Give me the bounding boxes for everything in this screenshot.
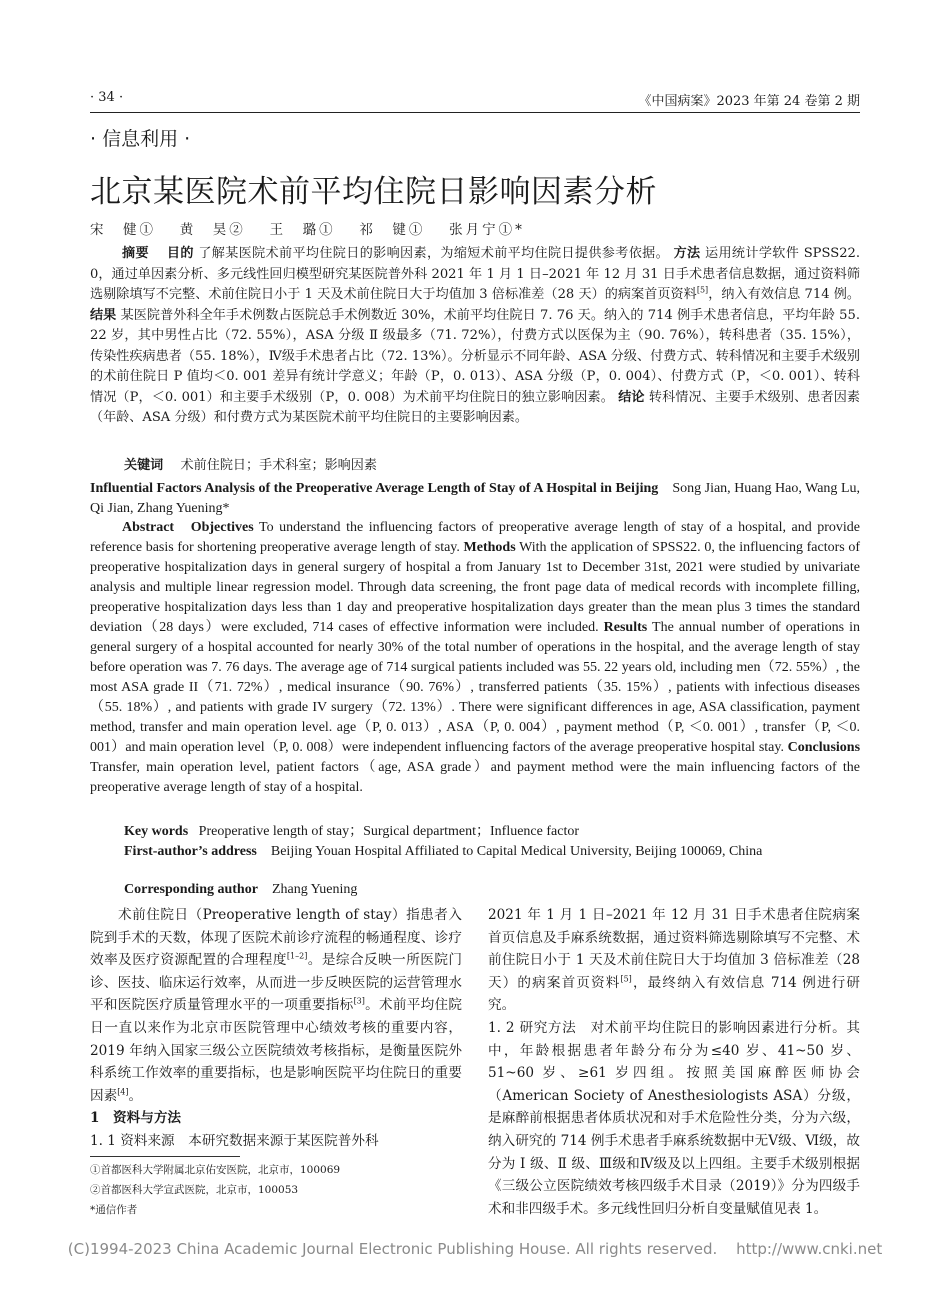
chinese-abstract <box>90 244 860 429</box>
citation: [4] <box>117 1087 129 1097</box>
article-title: 北京某医院术前平均住院日影响因素分析 <box>90 174 657 210</box>
copyright-text: (C)1994-2023 China Academic Journal Electronic Publishing House. All rights reserved. <box>67 1240 718 1258</box>
section-label: · 信息利用 · <box>90 128 191 150</box>
body-column-right <box>488 904 860 1220</box>
conclusion-label: 结论 <box>618 389 645 405</box>
citation: [3] <box>353 996 365 1006</box>
subsection-1-1: 1. 1 资料来源 本研究数据来源于某医院普外科 <box>90 1132 379 1149</box>
objective-label: 目的 <box>166 246 194 261</box>
methods-tail: ，纳入有效信息 714 例。 <box>708 287 860 302</box>
keywords-text-en: Preoperative length of stay；Surgical department；Influence factor <box>198 824 579 839</box>
footer-url[interactable]: http://www.cnki.net <box>736 1240 883 1258</box>
keywords-text: 术前住院日；手术科室；影响因素 <box>180 458 377 473</box>
citation: [1–2] <box>286 951 308 961</box>
conclusions-text-en: Transfer, main operation level, patient factors（age, ASA grade）and payment method were the main influencing factors of the preoperative average length of stay of a hospital. <box>90 760 860 795</box>
author-list: 宋 健① 黄 昊② 王 璐① 祁 键① 张月宁①* <box>90 222 525 238</box>
footnote-corresponding: *通信作者 <box>90 1204 138 1216</box>
keywords-label: 关键词 <box>124 458 164 473</box>
methods-label-en: Methods <box>463 540 516 555</box>
results-label: 结果 <box>90 307 117 323</box>
address-text: Beijing Youan Hospital Affiliated to Capital Medical University, Beijing 100069, China <box>270 844 763 859</box>
subsection-1-2: 1. 2 研究方法 对术前平均住院日的影响因素进行分析。其中，年龄根据患者年龄分布分为≤40 岁、41~50 岁、51~60 岁、≥61 岁四组。按照美国麻醉医师协会（American Society of Anesthesiologists ASA）分级，是麻醉前根据患者体质状况和对手术危险性分类，分为六级，纳入研究的 714 例手术患者手麻系统数据中无Ⅴ级、Ⅵ级，故分为 Ⅰ 级、Ⅱ 级、Ⅲ级和Ⅳ级及以上四组。主要手术级别根据《三级公立医院绩效考核四级手术目录（2019）》分为四级手术和非四级手术。多元线性回归分析自变量赋值见表 1。 <box>488 1019 860 1217</box>
methods-label: 方法 <box>673 246 701 261</box>
chinese-keywords <box>124 456 860 477</box>
results-text: 某医院普外科全年手术例数占医院总手术例数近 30%，术前平均住院日 7. 76 天。纳入的 714 例手术患者信息，平均年龄 55. 22 岁，其中男性占比（72. 55%），ASA 分级 Ⅱ 级最多（71. 72%），付费方式以医保为主（90. 76%），转科患者（35. 15%），传染性疾病患者（55. 18%），Ⅳ级手术患者占比（72. 13%）。分析显示不同年龄、ASA 分级、付费方式、转科情况和主要手术级别的术前住院日 P 值均＜0. 001 差异有统计学意义；年龄（P，0. 013）、ASA 分级（P，0. 004）、付费方式（P，＜0. 001）、转科情况（P，＜0. 001）和主要手术级别（P，0. 008）为术前平均住院日的独立影响因素。 <box>90 307 860 405</box>
objective-text: 了解某医院术前平均住院日的影响因素，为缩短术前平均住院日提供参考依据。 <box>198 246 670 261</box>
address-label: First-author’s address <box>124 844 257 859</box>
english-title: Influential Factors Analysis of the Preoperative Average Length of Stay of A Hospital in Beijing <box>90 481 659 496</box>
english-authors: Song Jian, Huang Hao, Wang Lu, Qi Jian, Zhang Yuening* <box>90 481 861 516</box>
journal-name: 《中国病案》2023 年第 24 卷第 2 期 <box>638 94 860 109</box>
corresponding-author <box>124 880 860 901</box>
methods-text: 运用统计学软件 SPSS22. 0，通过单因素分析、多元线性回归模型研究某医院普外科 2021 年 1 月 1 日–2021 年 12 月 31 日手术患者信息数据，通过资料筛选剔除填写不完整、术前住院日小于 1 天及术前住院日大于均值加 3 倍标准差（28 天）的病案首页资料 <box>90 246 861 302</box>
page-number: · 34 · <box>90 90 124 105</box>
citation: [5] <box>696 285 709 295</box>
footnote-affiliation-1: ①首都医科大学附属北京佑安医院，北京市，100069 <box>90 1164 341 1176</box>
corresponding-label: Corresponding author <box>124 882 258 897</box>
results-text-en: The annual number of operations in general surgery of a hospital accounted for nearly 30% of the total number of operations in the hospital, and the average length of stay before operation was 7. 76 days. The average age of 714 surgical patients included was 55. 22 years old, including men（72. 55%）, the most ASA grade II（71. 72%）, medical insurance（90. 76%）, transferred patients（35. 15%）, patients with infectious diseases（55. 18%）, and patients with grade IV surgery（72. 13%）. There were significant differences in age, ASA classification, payment method, transfer and main operation level. age（P, 0. 013）, ASA（P, 0. 004）, payment method（P, ＜0. 001）, transfer（P, ＜0. 001）and main operation level（P, 0. 008）were independent influencing factors of the average preoperative hospital stay. <box>90 620 861 755</box>
section-heading: 1 资料与方法 <box>90 1110 182 1127</box>
english-keywords <box>124 822 860 843</box>
body-column-left <box>90 904 462 1153</box>
english-title-block <box>90 479 860 519</box>
corresponding-name: Zhang Yuening <box>271 882 358 897</box>
keywords-label-en: Key words <box>124 824 189 839</box>
methods-text-en: With the application of SPSS22. 0, the influencing factors of preoperative hospitalization days in general surgery of hospital a from January 1st to December 31st, 2021 were studied by univariate analysis and multiple linear regression model. Through data screening, the front page data of medical records with incomplete filling, preoperative hospitalization days less than 1 day and preoperative hospitalization days greater than the mean plus 3 times the standard deviation（28 days）were excluded, 714 cases of effective information were included. <box>90 540 860 635</box>
objectives-text-en: To understand the influencing factors of preoperative average length of stay of a hospital, and provide reference basis for shortening preoperative average length of stay. <box>90 520 861 555</box>
abstract-label: 摘要 <box>122 246 149 261</box>
running-header <box>90 88 860 113</box>
english-abstract <box>90 518 860 798</box>
citation: [5] <box>620 974 632 984</box>
footnote-divider <box>90 1156 240 1157</box>
intro-paragraph: 术前住院日（Preoperative length of stay）指患者入院到手术的天数，体现了医院术前诊疗流程的畅通程度、诊疗效率及医疗资源配置的合理程度[1–2]。是综合反映一所医院门诊、医技、临床运行效率，从而进一步反映医院的运营管理水平和医院医疗质量管理水平的一项重要指标[3]。术前平均住院日一直以来作为北京市医院管理中心绩效考核的重要内容，2019 年纳入国家三级公立医院绩效考核指标，是衡量医院外科系统工作效率的重要指标，也是影响医院平均住院日的重要因素[4]。 <box>90 907 463 1104</box>
results-label-en: Results <box>603 620 648 635</box>
conclusions-label-en: Conclusions <box>787 740 861 755</box>
footnote-affiliation-2: ②首都医科大学宣武医院，北京市，100053 <box>90 1184 299 1196</box>
data-source-paragraph: 2021 年 1 月 1 日–2021 年 12 月 31 日手术患者住院病案首页信息及手麻系统数据，通过资料筛选剔除填写不完整、术前住院日小于 1 天及术前住院日大于均值加 3 倍标准差（28 天）的病案首页资料[5]，最终纳入有效信息 714 例进行研究。 <box>488 907 860 1014</box>
abstract-label-en: Abstract <box>122 520 175 535</box>
objectives-label-en: Objectives <box>190 520 254 535</box>
author-address <box>90 842 860 862</box>
conclusion-text: 转科情况、主要手术级别、患者因素（年龄、ASA 分级）和付费方式为某医院术前平均住院日的主要影响因素。 <box>90 389 861 425</box>
page-footer <box>0 1240 950 1258</box>
